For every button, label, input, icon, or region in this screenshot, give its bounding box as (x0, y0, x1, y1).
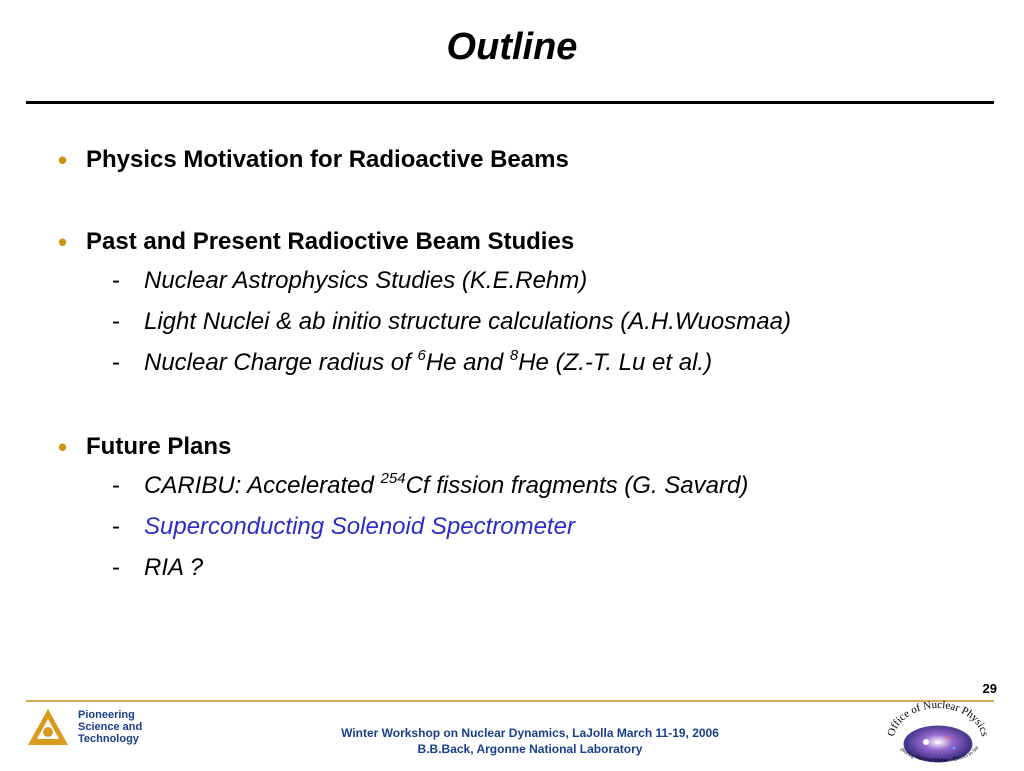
footer-divider (26, 700, 994, 702)
sub-item-label: Light Nuclei & ab initio structure calculations (A.H.Wuosmaa) (144, 308, 791, 335)
nuclear-physics-seal-icon (874, 700, 1002, 766)
logo-text-line: Pioneering (78, 709, 135, 721)
bullet-label: Past and Present Radioctive Beam Studies (86, 228, 575, 255)
sub-item-ria (56, 547, 996, 588)
sub-item-label: RIA ? (144, 554, 204, 581)
sub-item-astrophysics (56, 260, 996, 301)
sub-item-text-part: He and (425, 349, 510, 376)
sub-item-light-nuclei (56, 301, 996, 342)
dash-icon: - (112, 308, 120, 335)
sub-item-caribu (56, 465, 996, 506)
logo-text-line: Science and (78, 721, 143, 733)
bullet-dot-icon: • (58, 145, 68, 175)
sub-item-text-part: Cf fission fragments (G. Savard) (405, 472, 749, 499)
bullet-dot-icon: • (58, 432, 68, 462)
footer-workshop: Winter Workshop on Nuclear Dynamics, LaJolla March 11-19, 2006 (341, 726, 719, 740)
bullet-dot-icon: • (58, 227, 68, 257)
dash-icon: - (112, 349, 120, 376)
title-divider (26, 101, 994, 104)
argonne-logo (26, 707, 70, 752)
dash-icon: - (112, 513, 120, 540)
superscript: 254 (380, 470, 406, 487)
sub-item-text-part: Nuclear Charge radius of (144, 349, 418, 376)
dash-icon: - (112, 554, 120, 581)
dash-icon: - (112, 472, 120, 499)
outline-content (56, 142, 996, 588)
footer-credits (260, 725, 800, 757)
seal-bottom-text: ploring Nuclear Matter - Quarks to Sta (899, 745, 981, 765)
footer-author: B.B.Back, Argonne National Laboratory (417, 742, 643, 756)
bullet-label: Future Plans (86, 433, 232, 460)
page-number: 29 (982, 681, 997, 696)
sub-item-solenoid (56, 506, 996, 547)
sub-item-text-part: He (Z.-T. Lu et al.) (518, 349, 713, 376)
argonne-triangle-logo-icon (26, 707, 70, 747)
slide-title: Outline (446, 26, 578, 68)
sub-item-text-part: CARIBU: Accelerated (144, 472, 381, 499)
solenoid-link[interactable]: Superconducting Solenoid Spectrometer (144, 513, 575, 540)
bullet-future-plans (56, 429, 996, 465)
argonne-logo-text (78, 709, 142, 745)
bullet-physics-motivation (56, 142, 996, 178)
office-of-nuclear-physics-seal (874, 700, 1002, 771)
logo-text-line: Technology (78, 733, 139, 745)
bullet-label: Physics Motivation for Radioactive Beams (86, 146, 569, 173)
dash-icon: - (112, 267, 120, 294)
superscript: 8 (509, 347, 519, 364)
sub-item-label: Nuclear Astrophysics Studies (K.E.Rehm) (144, 267, 588, 294)
superscript: 6 (417, 347, 426, 364)
seal-top-text: Office of Nuclear Physics (885, 700, 991, 738)
bullet-past-present (56, 224, 996, 260)
sub-item-charge-radius (56, 342, 996, 383)
